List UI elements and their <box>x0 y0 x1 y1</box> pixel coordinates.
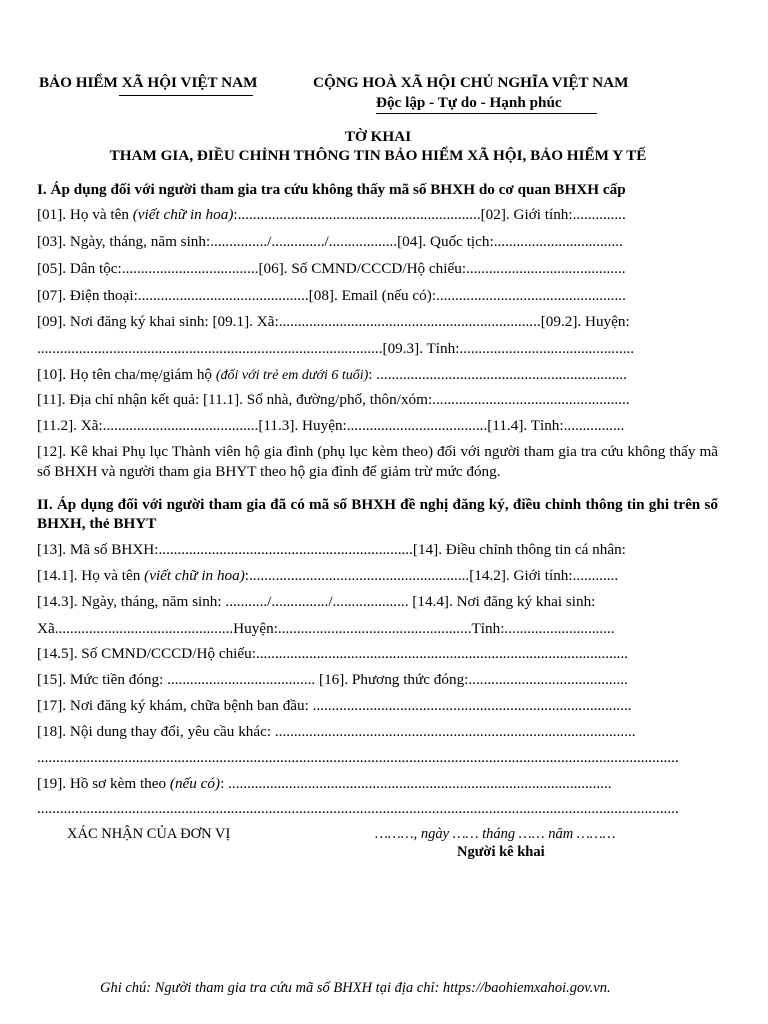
field-05-ethnicity[interactable]: [05]. Dân tộc:....................................[06]. Số CMND/CCCD/Hộ chiếu:.......................................... <box>37 260 626 277</box>
field-10-guardian-name[interactable]: [10]. Họ tên cha/mẹ/giám hộ (đối với trẻ em dưới 6 tuổi): .................................................................. <box>37 366 627 383</box>
unit-confirmation-label: XÁC NHẬN CỦA ĐƠN VỊ <box>67 826 231 842</box>
field-09-3-province[interactable]: [09.3]. Tỉnh:.............................................. <box>382 340 635 357</box>
field-13-social-insurance-code[interactable]: [13]. Mã số BHXH:...................................................................[14]. Điều chỉnh thông tin cá nhân: <box>37 541 626 558</box>
field-15-contribution-amount[interactable]: [15]. Mức tiền đóng: ....................................... [16]. Phương thức đóng:.......................................... <box>37 671 628 688</box>
field-04-nationality[interactable]: [04]. Quốc tịch:.................................. <box>397 233 623 250</box>
field-14-4-district[interactable]: Huyện:................................................... <box>233 620 472 637</box>
field-14-5-id-number[interactable]: [14.5]. Số CMND/CCCD/Hộ chiếu:.................................................................................................. <box>37 645 629 662</box>
field-07-phone[interactable]: [07]. Điện thoại:.............................................[08]. Email (nếu có):.................................................. <box>37 287 626 304</box>
section-1-heading: I. Áp dụng đối với người tham gia tra cứu không thấy mã số BHXH do cơ quan BHXH cấp <box>37 181 626 198</box>
declarant-label: Người kê khai <box>457 844 545 860</box>
lookup-note: Ghi chú: Người tham gia tra cứu mã số BHXH tại địa chỉ: https://baohiemxahoi.gov.vn. <box>100 980 611 996</box>
field-18-continuation[interactable]: ......................................................................................................................................................................... <box>37 749 679 766</box>
field-14-4-birth-registration: [14.4]. Nơi đăng ký khai sinh: <box>412 593 596 610</box>
field-14-4-commune[interactable]: Xã...............................................Huyện:...................................................Tỉnh:............................. <box>37 620 615 637</box>
field-12-household-appendix: [12]. Kê khai Phụ lục Thành viên hộ gia đình (phụ lục kèm theo) đối với người tham gia tra cứu không thấy mã số BHXH và người tham gia BHYT theo hộ gia đình để giảm trừ mức đóng. <box>37 443 718 480</box>
field-11-result-address[interactable]: [11]. Địa chỉ nhận kết quả: [11.1]. Số nhà, đường/phố, thôn/xóm:.................................................... <box>37 391 630 408</box>
field-14-3-date-of-birth[interactable]: [14.3]. Ngày, tháng, năm sinh: .........../.............../.................... [14.4]. Nơi đăng ký khai sinh: <box>37 593 596 610</box>
field-06-id-number[interactable]: [06]. Số CMND/CCCD/Hộ chiếu:.......................................... <box>258 260 626 277</box>
signing-date-line[interactable]: ………, ngày …… tháng …… năm ……… <box>375 826 616 842</box>
field-09-2-district[interactable]: [09.2]. Huyện: <box>540 313 630 330</box>
field-14-personal-info-adjustment: [14]. Điều chỉnh thông tin cá nhân: <box>412 541 626 558</box>
field-08-email[interactable]: [08]. Email (nếu có):.................................................. <box>308 287 626 304</box>
field-02-gender[interactable]: [02]. Giới tính:.............. <box>480 206 626 223</box>
field-09-birth-registration[interactable]: [09]. Nơi đăng ký khai sinh: [09.1]. Xã:.....................................................................[09.2]. Huyện: <box>37 313 630 330</box>
field-01-full-name[interactable]: [01]. Họ và tên (viết chữ in hoa):................................................................[02]. Giới tính:.............. <box>37 206 626 223</box>
field-18-other-changes[interactable]: [18]. Nội dung thay đổi, yêu cầu khác: ............................................................................................... <box>37 723 636 740</box>
form-title: TỜ KHAI <box>344 128 412 145</box>
field-11-3-district[interactable]: [11.3]. Huyện:..................................... <box>258 417 488 434</box>
field-19-continuation[interactable]: ......................................................................................................................................................................... <box>37 800 679 817</box>
field-14-1-full-name[interactable]: [14.1]. Họ và tên (viết chữ in hoa):..........................................................[14.2]. Giới tính:............ <box>37 567 619 584</box>
field-14-2-gender[interactable]: [14.2]. Giới tính:............ <box>469 567 619 584</box>
field-14-4-province[interactable]: Tỉnh:............................. <box>471 620 615 637</box>
field-03-date-of-birth[interactable]: [03]. Ngày, tháng, năm sinh:.............../............../..................[04]. Quốc tịch:.................................. <box>37 233 623 250</box>
field-16-payment-method[interactable]: [16]. Phương thức đóng:.......................................... <box>319 671 628 688</box>
republic-name: CỘNG HOÀ XÃ HỘI CHỦ NGHĨA VIỆT NAM <box>313 74 629 91</box>
form-subtitle: THAM GIA, ĐIỀU CHỈNH THÔNG TIN BẢO HIỂM XÃ HỘI, BẢO HIỂM Y TẾ <box>109 147 647 164</box>
agency-underline <box>119 95 253 96</box>
field-09-continuation[interactable]: ...........................................................................................[09.3]. Tỉnh:.............................................. <box>37 340 635 357</box>
motto-underline <box>376 113 597 114</box>
field-17-initial-clinic[interactable]: [17]. Nơi đăng ký khám, chữa bệnh ban đầu: .................................................................................... <box>37 697 632 714</box>
field-11-2-commune[interactable]: [11.2]. Xã:.........................................[11.3]. Huyện:.....................................[11.4]. Tỉnh:................ <box>37 417 625 434</box>
agency-name: BẢO HIỂM XÃ HỘI VIỆT NAM <box>39 74 258 91</box>
field-11-4-province[interactable]: [11.4]. Tỉnh:................ <box>487 417 625 434</box>
section-2-heading: II. Áp dụng đối với người tham gia đã có mã số BHXH đề nghị đăng ký, điều chỉnh thông tin ghi trên sổ BHXH, thẻ BHYT <box>37 496 718 532</box>
national-motto: Độc lập - Tự do - Hạnh phúc <box>376 94 562 111</box>
field-19-attached-documents[interactable]: [19]. Hồ sơ kèm theo (nếu có): ..................................................................................................... <box>37 775 612 792</box>
